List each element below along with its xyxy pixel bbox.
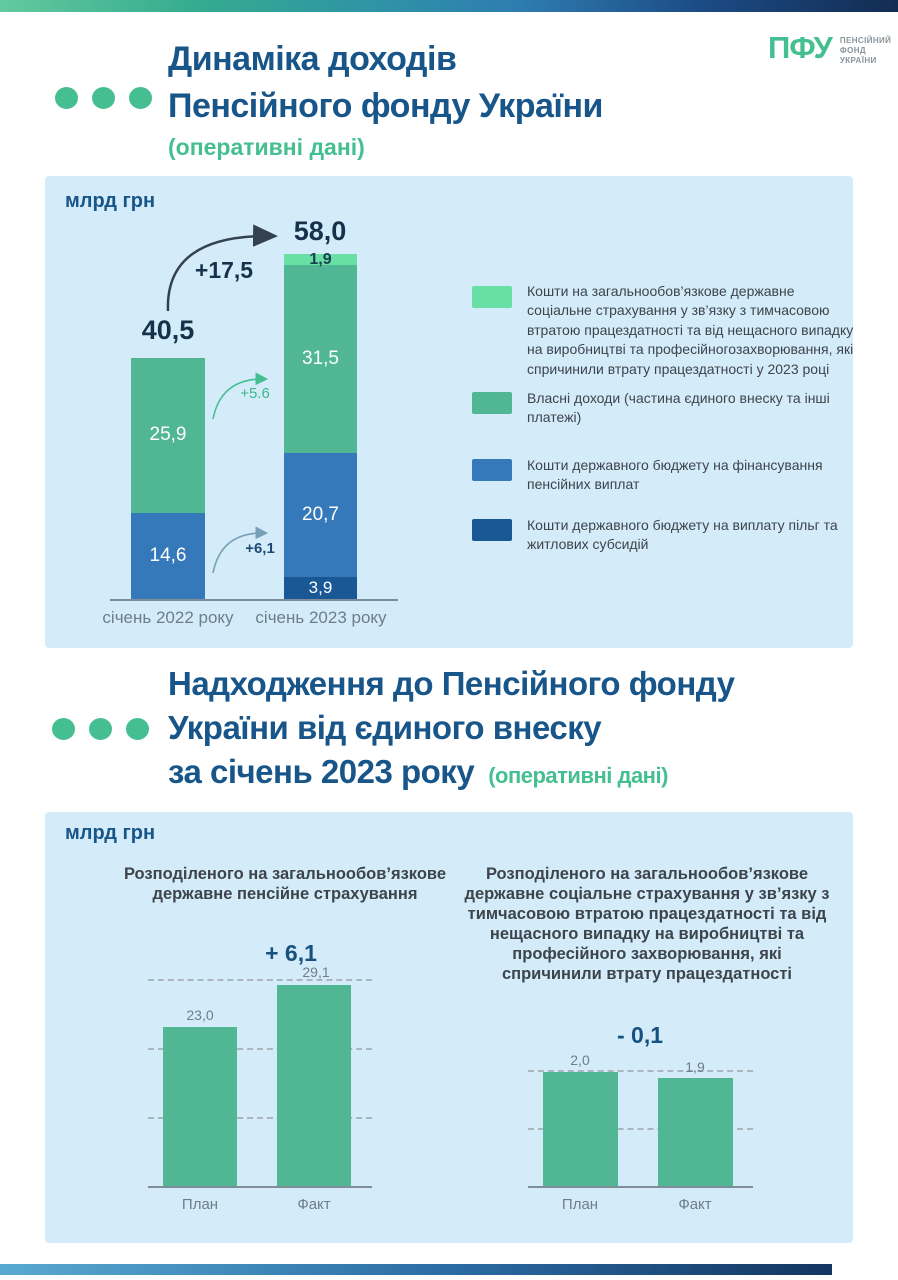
legend-swatch-benefits-budget [472, 519, 512, 541]
pension-axis [148, 1186, 372, 1188]
legend-swatch-own-income [472, 392, 512, 414]
social-chart-delta: - 0,1 [616, 1022, 664, 1048]
logo-name-line: ПЕНСІЙНИЙ [839, 36, 892, 45]
seg-value-2023-budget: 20,7 [302, 504, 339, 525]
seg-value-2022-own: 25,9 [149, 424, 187, 445]
dot-icon [129, 87, 152, 109]
social-fact-category: Факт [678, 1196, 712, 1213]
social-fact-value: 1,9 [685, 1059, 705, 1075]
section2-subtitle: (оперативні дані) [488, 763, 668, 788]
social-chart-title: Розподіленого на загальнообов’язкове державне соціальне страхування у зв’язку з тимчасовою втратою працездатності та від нещасного випадку на виробництві та професійного захворювання, які спричинили втрату працездатності [464, 865, 830, 983]
social-plan-bar [543, 1072, 618, 1186]
chart1-unit-label: млрд грн [65, 190, 156, 212]
decorative-dots-bottom [52, 718, 163, 745]
own-income-delta-label: +5.6 [240, 385, 270, 402]
chart1-category-2023: січень 2023 року [255, 608, 387, 627]
pfu-logo [768, 30, 892, 66]
total-2023-label: 58,0 [293, 216, 347, 246]
legend-label-pension-budget: Кошти державного бюджету на фінансування пенсійних виплат [527, 457, 823, 493]
total-2022-label: 40,5 [141, 315, 195, 345]
social-axis [528, 1186, 753, 1188]
bottom-accent-bar [0, 1264, 832, 1275]
seg-value-2023-benefits: 3,9 [308, 578, 333, 597]
decorative-dots-top [55, 87, 166, 114]
section1-title-line1: Динаміка доходів [168, 40, 457, 78]
dot-icon [92, 87, 115, 109]
pension-plan-value: 23,0 [186, 1007, 214, 1023]
legend-swatch-pension-budget [472, 459, 512, 481]
chart1-panel [45, 176, 853, 648]
top-accent-bar [0, 0, 898, 12]
social-plan-value: 2,0 [570, 1052, 590, 1068]
legend-label-social-insurance: Кошти на загальнообов’язкове державне соціальне страхування у зв’язку з тимчасовою втратою працездатності та від нещасного випадку на виробництві та професійногозахворювання, які спричинили втрату працездатності у 2023 році [527, 283, 854, 377]
seg-value-2023-own: 31,5 [302, 348, 339, 369]
legend-label-own-income: Власні доходи (частина єдиного внеску та інші платежі) [527, 390, 830, 426]
legend-swatch-social-insurance [472, 286, 512, 308]
chart2-unit-label: млрд грн [65, 822, 156, 844]
pension-chart-delta: + 6,1 [265, 940, 317, 966]
section2-title [168, 662, 734, 798]
pension-plan-bar [163, 1027, 237, 1186]
legend-label-benefits-budget: Кошти державного бюджету на виплату пільг та житлових субсидій [527, 517, 838, 553]
budget-delta-label: +6,1 [245, 540, 275, 557]
social-fact-bar [658, 1078, 733, 1186]
section1-subtitle: (оперативні дані) [168, 134, 365, 160]
pension-fact-category: Факт [297, 1196, 331, 1213]
chart1-axis [110, 599, 398, 601]
seg-value-2022-budget: 14,6 [149, 545, 187, 566]
social-plan-category: План [561, 1196, 599, 1213]
section2-title-line3: за січень 2023 року [168, 753, 475, 790]
pfu-logo-abbr: ПФУ [768, 30, 832, 65]
chart1-category-2022: січень 2022 року [102, 608, 234, 627]
dot-icon [52, 718, 75, 740]
dot-icon [89, 718, 112, 740]
section2-title-line1: Надходження до Пенсійного фонду [168, 665, 735, 702]
pension-chart-title: Розподіленого на загальнообов’язкове державне пенсійне страхування [123, 865, 447, 903]
dot-icon [126, 718, 149, 740]
section1-title [168, 36, 603, 130]
pension-plan-category: План [181, 1196, 219, 1213]
logo-name-line: ФОНД [839, 46, 866, 55]
pfu-logo-name [840, 33, 892, 66]
chart2-panel [45, 812, 853, 1243]
section1-title-line2: Пенсійного фонду України [168, 87, 603, 125]
total-delta-label: +17,5 [194, 257, 254, 283]
logo-name-line: УКРАЇНИ [839, 56, 877, 65]
seg-value-2023-social: 1,9 [309, 251, 332, 268]
pension-fact-bar [277, 985, 351, 1186]
section2-title-line2: України від єдиного внеску [168, 709, 602, 746]
dot-icon [55, 87, 78, 109]
pension-fact-value: 29,1 [302, 964, 330, 980]
